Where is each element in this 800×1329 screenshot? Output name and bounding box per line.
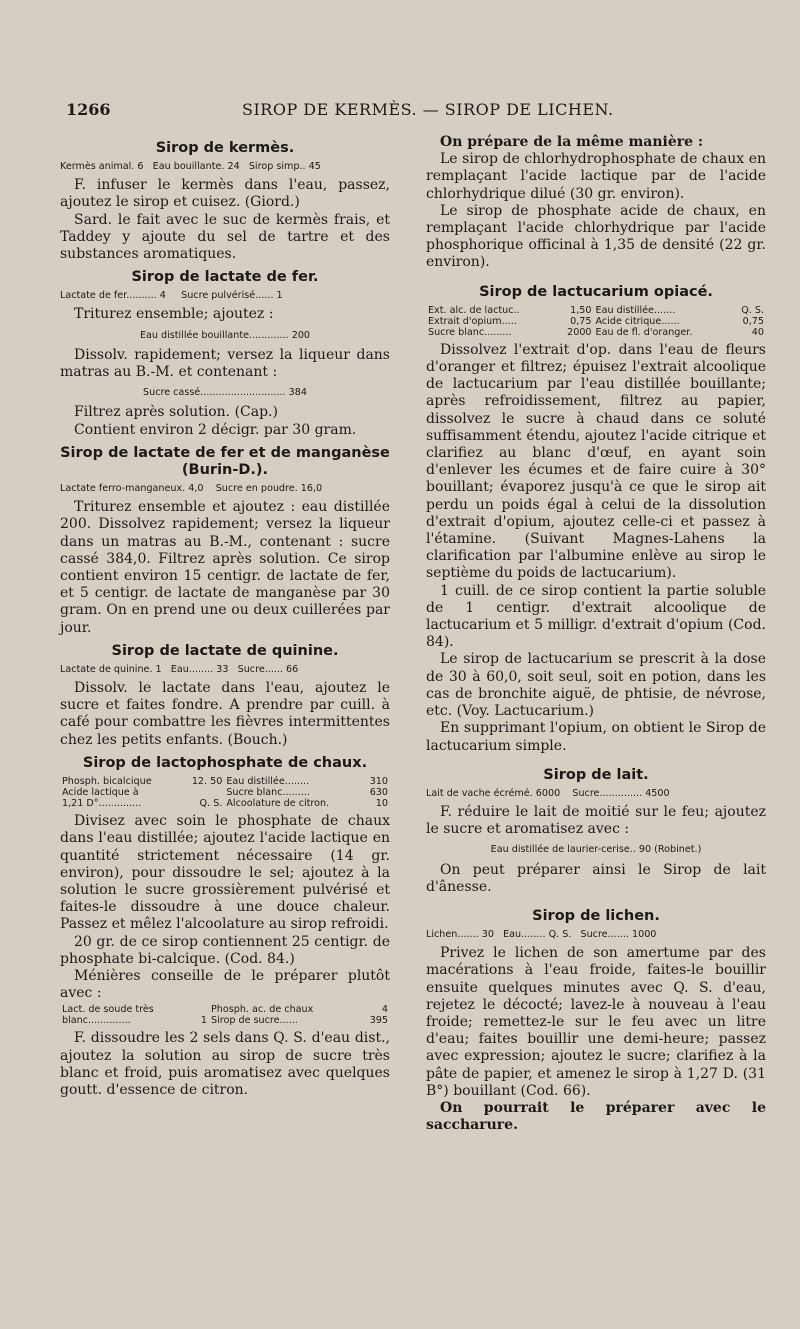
ingredient-cell: Acide citrique...... [595, 315, 680, 327]
ingredient-cell: Acide lactique à [62, 787, 139, 799]
section-title-lait: Sirop de lait. [543, 766, 649, 783]
ingredients-lait: Lait de vache écrémé. 6000 Sucre.............. 4500 [426, 787, 670, 799]
paragraph: Triturez ensemble et ajoutez : eau distillée 200. Dissolvez rapidement; versez la liqueur dans un matras au B.-M., contenant : sucre cassé 384,0. Filtrez après solution. Ce sirop contient environ 15 centigr. de lactate de fer, et 5 centigr. de lactate de manganèse par 30 gram. On en prend une ou deux cuillerées par jour. [60, 499, 390, 636]
paragraph: Filtrez après solution. (Cap.) [74, 404, 278, 421]
ingredient-row [60, 776, 390, 787]
ingredient-cell: 0,75 [742, 315, 764, 327]
ingredient-row [426, 316, 766, 327]
ingredients-lichen: Lichen....... 30 Eau........ Q. S. Sucre....... 1000 [426, 929, 657, 941]
ingredient-line: Eau distillée bouillante............. 200 [139, 329, 311, 341]
ingredient-cell: 395 [369, 1015, 388, 1027]
ingredient-cell: 2000 [567, 326, 592, 338]
paragraph: Dissolvez l'extrait d'op. dans l'eau de fleurs d'oranger et filtrez; épuisez l'extrait alcoolique de lactucarium par l'eau distillée bouillante; après refroidissement, filtrez au papier, dissolvez le sucre à chaud dans ce soluté suffisamment étendu, ajoutez l'acide citrique et clarifiez au blanc d'œuf, en ayant soin d'enlever les écumes et de faire cuire à 30° bouillant; évaporez jusqu'à ce que le sirop ait perdu un poids égal à celui de la dissolution d'extrait d'opium, ajoutez celle-ci et passez à l'étamine. (Suivant Magnes-Lahens la clarification par l'albumine enlève au sirop le septième du poids de lactucarium). [426, 341, 766, 582]
ingredient-cell: Eau distillée....... [595, 304, 676, 316]
ingredient-cell: Phosph. ac. de chaux [211, 1004, 314, 1016]
page-header [66, 100, 786, 124]
section-title-kermes: Sirop de kermès. [155, 140, 295, 156]
ingredients-lactophosphate [60, 776, 390, 809]
ingredient-cell: 630 [369, 787, 388, 799]
page-number: 1266 [66, 100, 111, 119]
paragraph: Dissolv. rapidement; versez la liqueur dans matras au B.-M. et contenant : [60, 346, 390, 381]
paragraph: Le sirop de phosphate acide de chaux, en remplaçant l'acide chlorhydrique par l'acide phosphorique officinal à 1,35 de densité (22 gr. environ). [426, 202, 766, 271]
paragraph: On pourrait le préparer avec le saccharure. [426, 1099, 766, 1134]
ingredient-cell: Q. S. [741, 304, 764, 316]
ingredient-cell: 4 [381, 1004, 388, 1016]
paragraph: En supprimant l'opium, on obtient le Sirop de lactucarium simple. [426, 720, 766, 754]
ingredient-cell: blanc.............. [62, 1015, 131, 1027]
paragraph: Triturez ensemble; ajoutez : [74, 306, 274, 323]
paragraph: 1 cuill. de ce sirop contient la partie soluble de 1 centigr. d'extrait alcoolique de lactucarium et 5 milligr. d'extrait d'opium (Cod. 84). [426, 582, 766, 651]
ingredient-cell: 0,75 [570, 315, 592, 327]
section-title-lactate-fer-manganese: Sirop de lactate de fer et de manganèse (Burin-D.). [60, 444, 390, 479]
ingredient-row [60, 1004, 390, 1015]
paragraph: Privez le lichen de son amertume par des macérations à l'eau froide, faites-le bouillir ensuite quelques minutes avec Q. S. d'eau, rejetez le décocté; lavez-le à nouveau à l'eau froide; remettez-le sur le feu avec un litre d'eau; faites bouillir une demi-heure; passez avec expression; ajoutez le sucre; clarifiez à la pâte de papier, et amenez le sirop à 1,27 D. (31 B°) bouillant (Cod. 66). [426, 945, 766, 1099]
ingredient-cell: Phosph. bicalcique [62, 776, 152, 788]
ingredient-line: Eau distillée de laurier-cerise.. 90 (Robinet.) [490, 844, 702, 856]
ingredient-cell: Ext. alc. de lactuc.. [428, 304, 520, 316]
ingredient-cell: 1,21 D°.............. [62, 798, 142, 810]
ingredient-cell: 1 [200, 1015, 208, 1027]
paragraph: On peut préparer ainsi le Sirop de lait d'ânesse. [426, 861, 766, 895]
section-title-lactate-fer: Sirop de lactate de fer. [131, 269, 319, 286]
ingredients-lactucarium [426, 305, 766, 338]
ingredient-cell: 40 [751, 326, 764, 338]
paragraph: Dissolv. le lactate dans l'eau, ajoutez le sucre et faites fondre. A prendre par cuill. à café pour combattre les fièvres intermittentes chez les petits enfants. (Bouch.) [60, 680, 390, 748]
ingredient-cell: Sirop de sucre...... [211, 1015, 298, 1027]
ingredients-lactate-fer-manganese: Lactate ferro-manganeux. 4,0 Sucre en poudre. 16,0 [60, 483, 323, 495]
ingredient-row [426, 327, 766, 338]
ingredient-cell: Alcoolature de citron. [226, 798, 330, 810]
ingredient-cell: Q. S. [199, 798, 223, 810]
right-column [426, 134, 766, 1134]
ingredient-row [60, 787, 390, 798]
ingredients-lactate-quinine: Lactate de quinine. 1 Eau........ 33 Sucre...... 66 [60, 664, 299, 676]
ingredient-cell: Sucre blanc......... [428, 326, 512, 338]
paragraph: F. réduire le lait de moitié sur le feu; ajoutez le sucre et aromatisez avec : [426, 803, 766, 838]
paragraph: Divisez avec soin le phosphate de chaux dans l'eau distillée; ajoutez l'acide lactique en quantité strictement nécessaire (14 gr. environ), pour dissoudre le sel; ajoutez à la solution le sucre grossièrement pulvérisé et faites-le dissoudre à une douce chaleur. Passez et mêlez l'alcoolature au sirop refroidi. [60, 813, 390, 933]
section-title-lactucarium: Sirop de lactucarium opiacé. [479, 283, 713, 300]
ingredient-cell [180, 787, 224, 798]
paragraph: Le sirop de lactucarium se prescrit à la dose de 30 à 60,0, soit seul, soit en potion, dans les cas de bronchite aiguë, de phtisie, de névrose, etc. (Voy. Lactucarium.) [426, 651, 766, 720]
ingredient-cell: Lact. de soude très [62, 1004, 154, 1016]
ingredients-menieres [60, 1004, 390, 1026]
ingredient-cell: 12. 50 [191, 776, 223, 788]
paragraph: F. dissoudre les 2 sels dans Q. S. d'eau dist., ajoutez la solution au sirop de sucre très blanc et froid, puis aromatisez avec quelques goutt. d'essence de citron. [60, 1030, 390, 1098]
ingredients-lactate-fer: Lactate de fer.......... 4 Sucre pulvérisé...... 1 [60, 290, 283, 302]
paragraph: Ménières conseille de le préparer plutôt avec : [60, 967, 390, 1002]
section-title-lactophosphate: Sirop de lactophosphate de chaux. [82, 754, 368, 771]
paragraph: Le sirop de chlorhydrophosphate de chaux en remplaçant l'acide lactique par de l'acide chlorhydrique dilué (30 gr. environ). [426, 151, 766, 202]
ingredients-kermes: Kermès animal. 6 Eau bouillante. 24 Sirop simp.. 45 [60, 161, 321, 173]
running-title: SIROP DE KERMÈS. — SIROP DE LICHEN. [242, 100, 614, 119]
paragraph: 20 gr. de ce sirop contiennent 25 centigr. de phosphate bi-calcique. (Cod. 84.) [60, 933, 390, 967]
ingredient-cell: 310 [369, 776, 388, 788]
left-column [60, 134, 390, 1099]
ingredient-cell: 1,50 [570, 304, 592, 316]
paragraph: On prépare de la même manière : [440, 134, 704, 150]
ingredient-row [60, 1015, 390, 1026]
ingredient-cell: Extrait d'opium..... [428, 315, 517, 327]
paragraph: F. infuser le kermès dans l'eau, passez, ajoutez le sirop et cuisez. (Giord.) [60, 177, 390, 211]
paragraph: Contient environ 2 décigr. par 30 gram. [74, 421, 357, 438]
ingredient-row [60, 798, 390, 809]
ingredient-cell [195, 1004, 209, 1015]
ingredient-line: Sucre cassé............................ 384 [143, 387, 307, 399]
ingredient-cell: 10 [375, 798, 388, 810]
paragraph: Sard. le fait avec le suc de kermès frais, et Taddey y ajoute du sel de tartre et des substances aromatiques. [60, 211, 390, 263]
ingredient-cell: Eau de fl. d'oranger. [595, 326, 693, 338]
section-title-lactate-quinine: Sirop de lactate de quinine. [111, 642, 339, 659]
ingredient-row [426, 305, 766, 316]
section-title-lichen: Sirop de lichen. [532, 907, 660, 924]
ingredient-cell: Eau distillée........ [226, 776, 310, 788]
ingredient-cell: Sucre blanc......... [226, 787, 310, 799]
